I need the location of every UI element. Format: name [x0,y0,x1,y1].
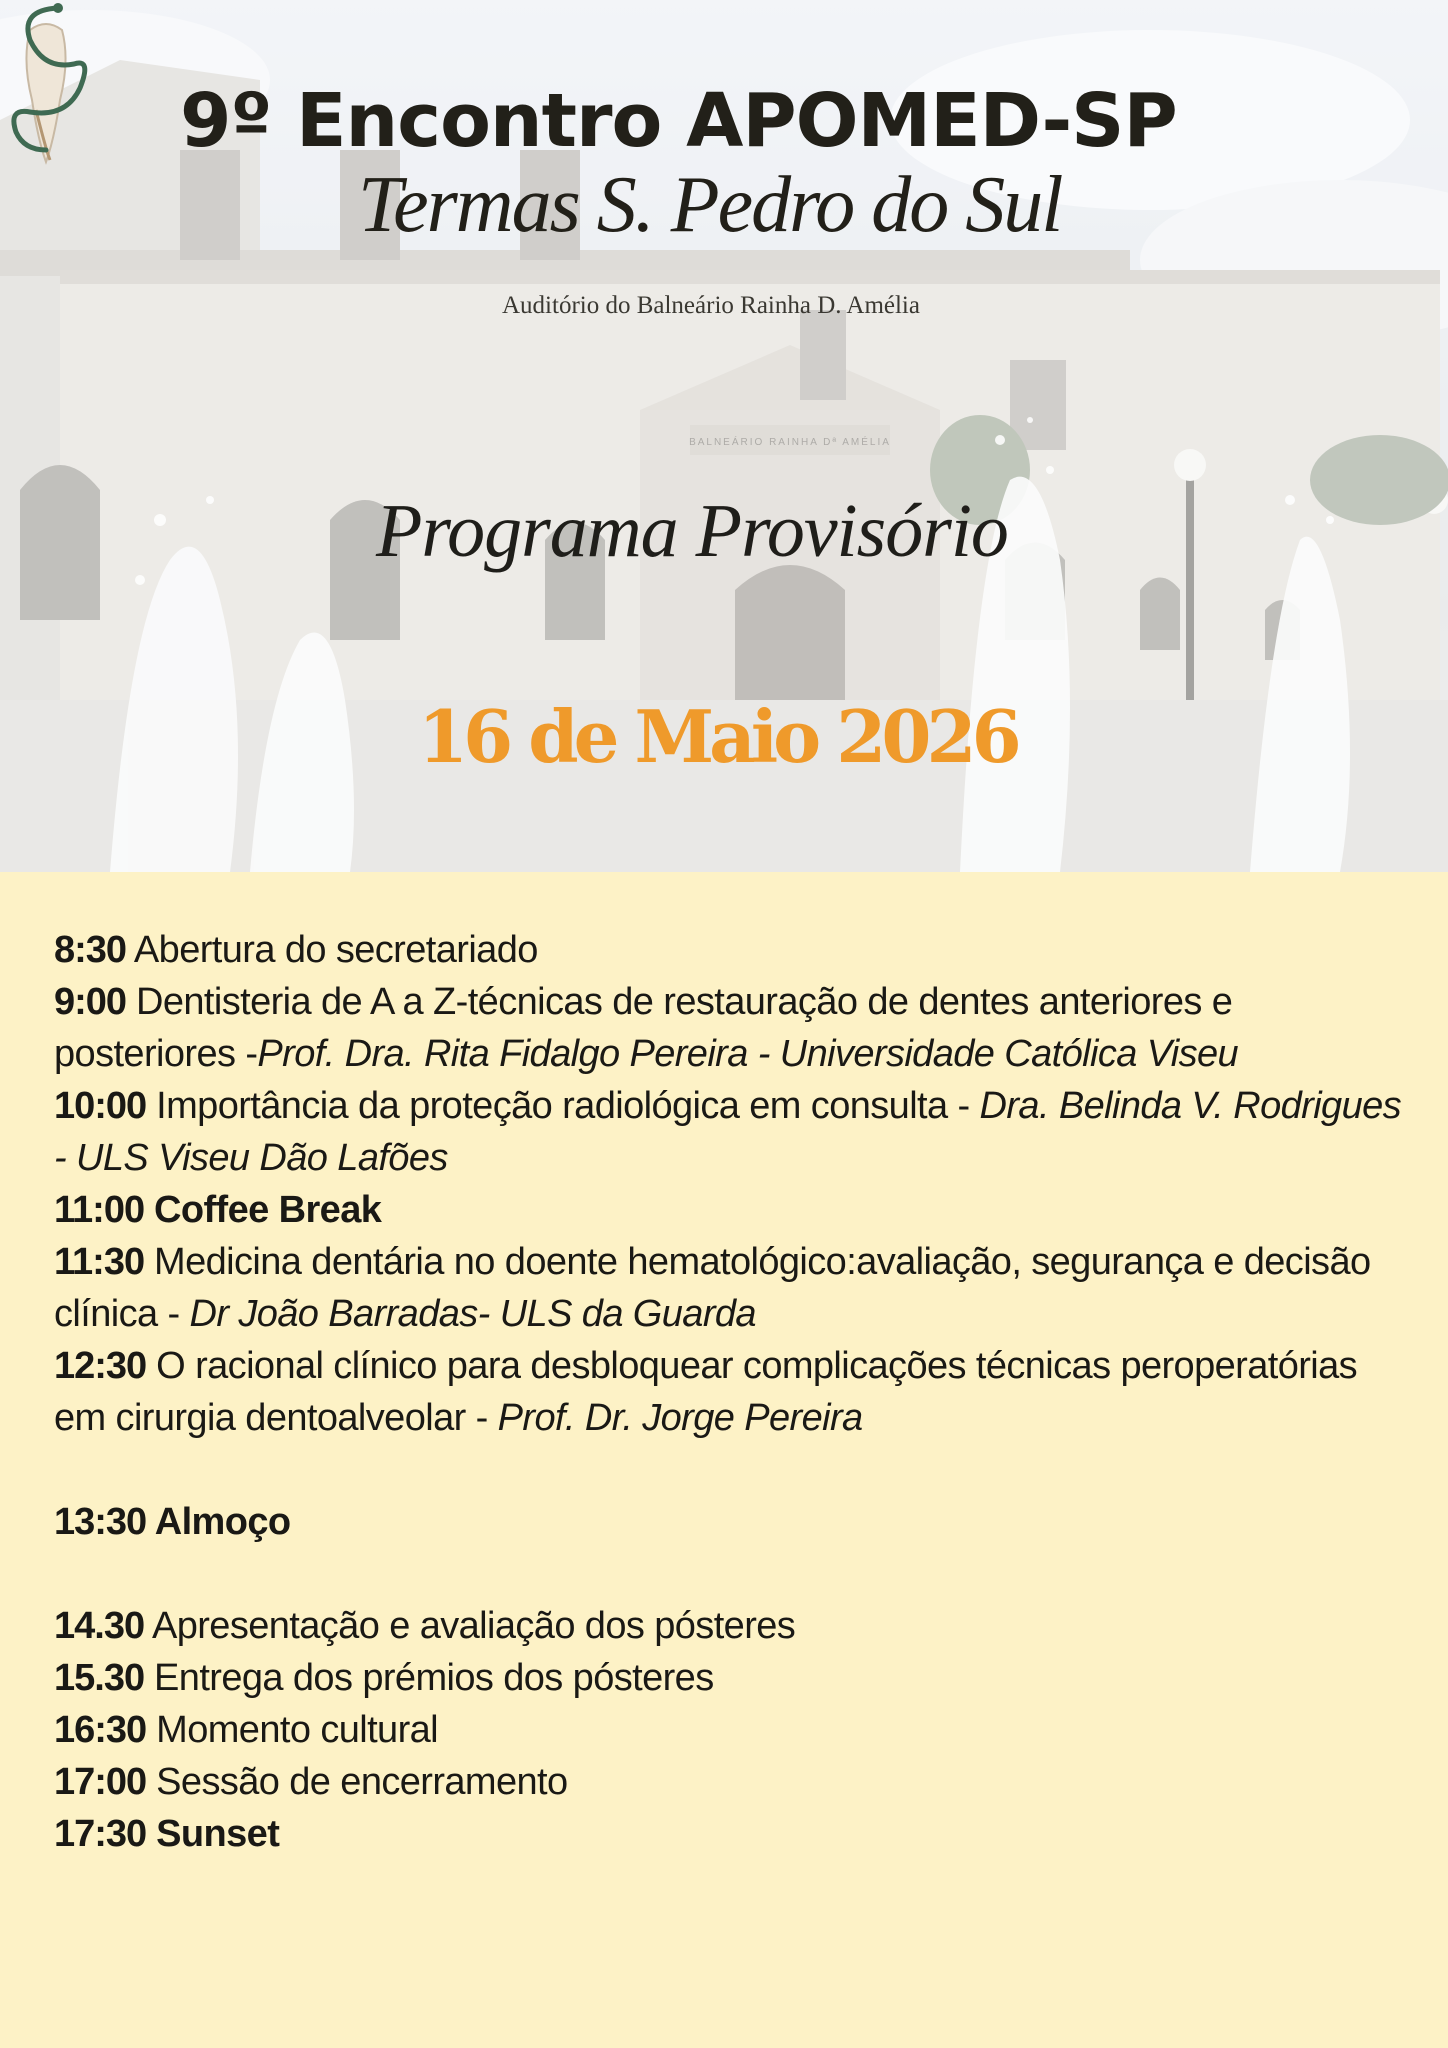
schedule-text: Coffee Break [144,1189,382,1231]
schedule-speaker: Dra. Belinda V. Rodrigues - ULS Viseu Dão Lafões [54,1085,1402,1179]
schedule-text: Almoço [146,1501,291,1543]
schedule-time: 8:30 [54,929,127,971]
schedule-text: Medicina dentária no doente hematológico:avaliação, segurança e decisão clínica - [54,1241,1371,1335]
building-sign: BALNEÁRIO RAINHA Dª AMÉLIA [689,437,891,448]
schedule-speaker: Prof. Dra. Rita Fidalgo Pereira - Universidade Católica Viseu [257,1033,1239,1075]
schedule-time: 17:30 [54,1813,147,1855]
schedule-time: 11:00 [54,1189,145,1231]
schedule-time: 15.30 [54,1657,145,1699]
hero-banner [0,0,1448,872]
schedule-text: Dentisteria de A a Z-técnicas de restauração de dentes anteriores e posteriores - [54,981,1233,1075]
schedule-time: 16:30 [54,1709,147,1751]
schedule-item [54,1756,1404,1808]
schedule-time: 9:00 [54,981,127,1023]
schedule-list [54,924,1404,1860]
schedule-item [54,1080,1404,1184]
schedule-text: Abertura do secretariado [126,929,538,971]
schedule-text: Importância da proteção radiológica em consulta - [146,1085,980,1127]
schedule-item [54,1236,1404,1340]
spacer [54,1548,1404,1600]
schedule-item [54,1340,1404,1444]
schedule-text: Apresentação e avaliação dos pósteres [144,1605,796,1647]
schedule-time: 13:30 [54,1501,147,1543]
schedule-time: 11:30 [54,1241,145,1283]
serpent-tooth-logo-icon [0,0,92,170]
schedule-item [54,1808,1404,1860]
schedule-text: Momento cultural [146,1709,439,1751]
schedule-time: 17:00 [54,1761,147,1803]
schedule-time: 10:00 [54,1085,147,1127]
schedule-item [54,1704,1404,1756]
schedule-text: O racional clínico para desbloquear complicações técnicas peroperatórias em cirurgia dentoalveolar - [54,1345,1358,1439]
spacer [54,1444,1404,1496]
schedule-item [54,1496,1404,1548]
programa-heading: Programa Provisório [376,489,1008,573]
schedule-item [54,1184,1404,1236]
event-title: 9º Encontro APOMED-SP [180,78,1177,164]
schedule-item [54,976,1404,1080]
event-venue: Auditório do Balneário Rainha D. Amélia [502,292,920,319]
schedule-speaker: Dr João Barradas- ULS da Guarda [189,1293,756,1335]
schedule-text: Entrega dos prémios dos pósteres [144,1657,714,1699]
event-subtitle: Termas S. Pedro do Sul [358,161,1062,249]
schedule-text: Sessão de encerramento [146,1761,568,1803]
schedule-speaker: Prof. Dr. Jorge Pereira [497,1397,863,1439]
schedule-item [54,924,1404,976]
schedule-time: 12:30 [54,1345,147,1387]
schedule-item [54,1600,1404,1652]
event-date: 16 de Maio 2026 [418,694,1017,779]
schedule-item [54,1652,1404,1704]
schedule-time: 14.30 [54,1605,145,1647]
schedule-text: Sunset [146,1813,280,1855]
